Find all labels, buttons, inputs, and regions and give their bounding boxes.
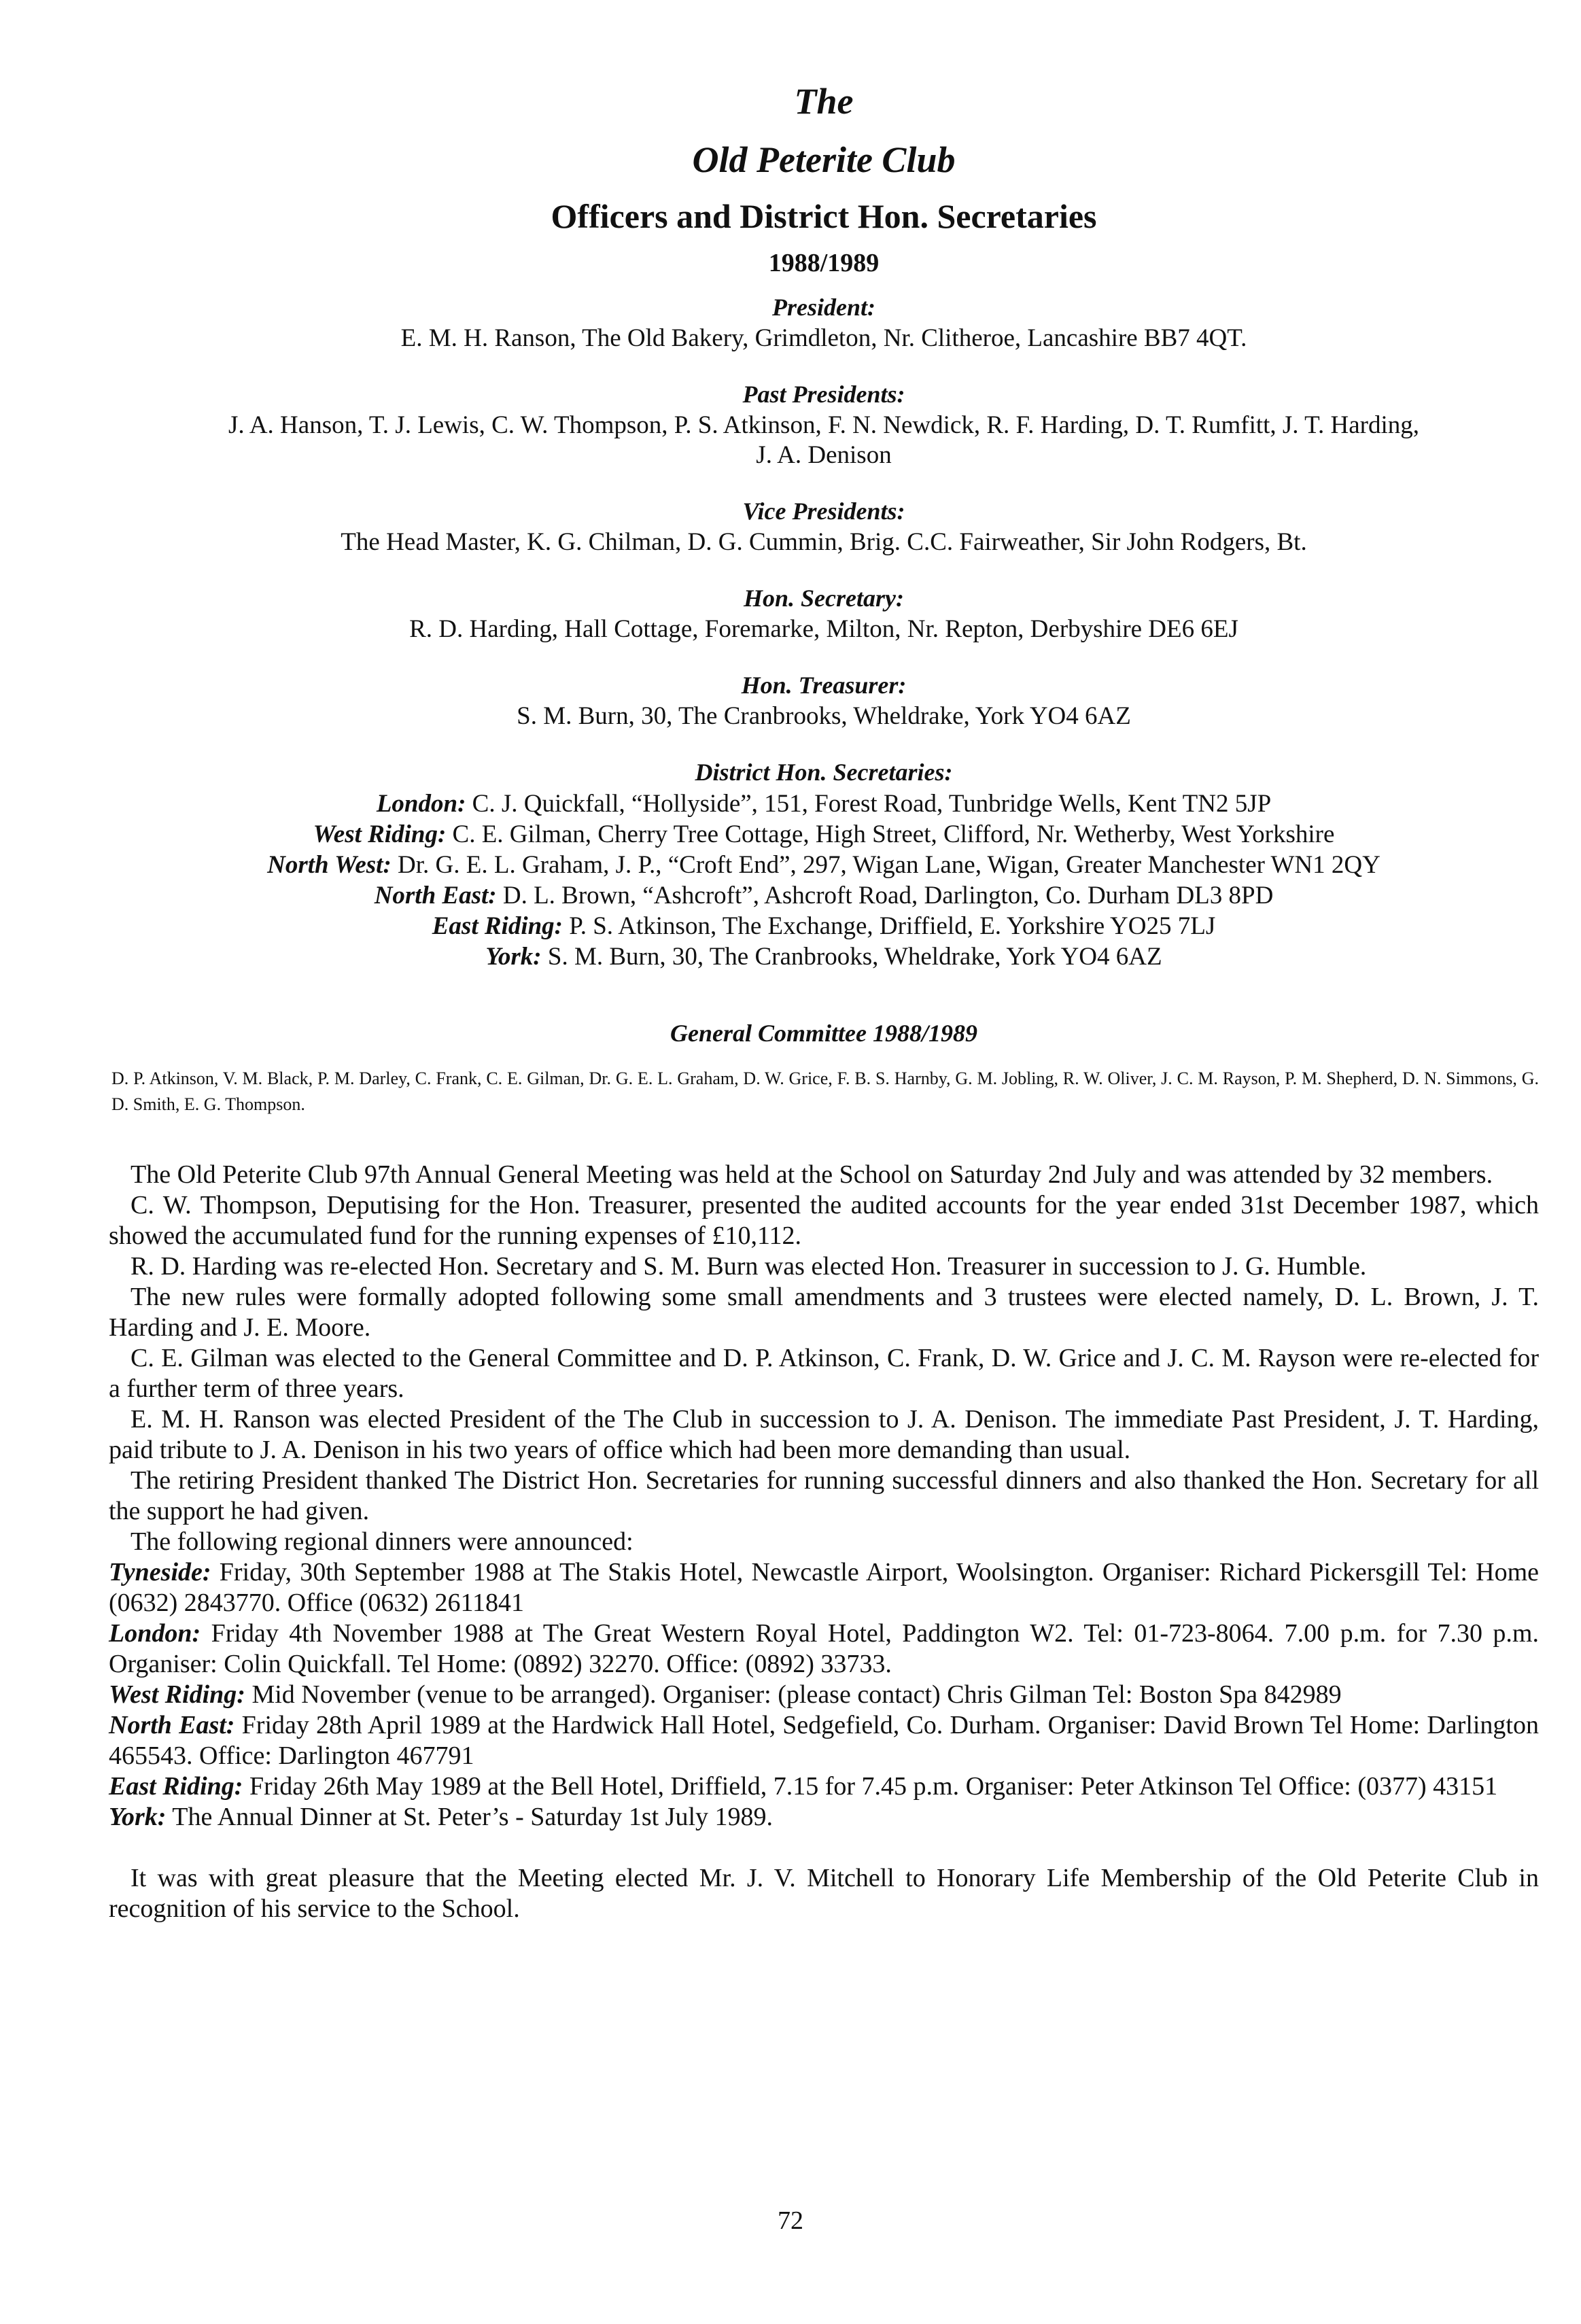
paragraph: R. D. Harding was re-elected Hon. Secretary and S. M. Burn was elected Hon. Treasurer in succession to J. G. Humble. — [131, 1252, 1367, 1281]
title-club-name: Old Peterite Club — [692, 139, 956, 180]
paragraph: The retiring President thanked The District Hon. Secretaries for running successful dinners and also thanked the Hon. Secretary for all the support he had given. — [109, 1466, 1539, 1525]
hon-secretary-text: R. D. Harding, Hall Cottage, Foremarke, Milton, Nr. Repton, Derbyshire DE6 6EJ — [409, 615, 1238, 643]
dinner-york — [109, 1802, 1539, 1833]
subtitle-years: 1988/1989 — [768, 249, 880, 277]
officers-section — [109, 292, 1539, 1048]
past-presidents-line-2: J. A. Denison — [756, 441, 892, 469]
dinner-text: Friday 4th November 1988 at The Great Western Royal Hotel, Paddington W2. Tel: 01-723-8064. 7.00 p.m. for 7.30 p.m. Organiser: Colin Quickfall. Tel Home: (0892) 32270. Office: (0892) 33733. — [109, 1619, 1539, 1678]
paragraph: C. W. Thompson, Deputising for the Hon. Treasurer, presented the audited accounts for the year ended 31st December 1987, which showed the accumulated fund for the running expenses of £10,112. — [109, 1191, 1539, 1250]
vice-presidents-heading: Vice Presidents: — [742, 498, 905, 525]
paragraph: The following regional dinners were announced: — [131, 1527, 633, 1556]
district-text: D. L. Brown, “Ashcroft”, Ashcroft Road, Darlington, Co. Durham DL3 8PD — [496, 882, 1274, 909]
title-the: The — [794, 81, 854, 122]
district-item-north-east — [109, 880, 1539, 911]
dinner-label: London: — [109, 1619, 201, 1648]
dinner-label: West Riding: — [109, 1680, 245, 1709]
paragraph: The Old Peterite Club 97th Annual General Meeting was held at the School on Saturday 2nd July and was attended by 32 members. — [131, 1160, 1493, 1189]
district-text: S. M. Burn, 30, The Cranbrooks, Wheldrake, York YO4 6AZ — [541, 943, 1162, 971]
dinner-east-riding — [109, 1771, 1539, 1802]
district-secretaries-heading: District Hon. Secretaries: — [695, 759, 953, 786]
dinner-label: North East: — [109, 1711, 235, 1739]
vice-presidents-text: The Head Master, K. G. Chilman, D. G. Cummin, Brig. C.C. Fairweather, Sir John Rodgers, Bt. — [341, 528, 1307, 556]
title-block — [109, 80, 1539, 279]
dinner-text: The Annual Dinner at St. Peter’s - Saturday 1st July 1989. — [166, 1803, 774, 1831]
district-item-east-riding — [109, 911, 1539, 941]
district-label: West Riding: — [313, 820, 447, 848]
district-secretaries-list — [109, 788, 1539, 972]
page-number: 72 — [778, 2206, 803, 2235]
district-item-york — [109, 941, 1539, 972]
closing-paragraph: It was with great pleasure that the Meeting elected Mr. J. V. Mitchell to Honorary Life Membership of the Old Peterite Club in recognition of his service to the School. — [109, 1864, 1539, 1923]
district-label: York: — [485, 943, 542, 971]
past-presidents-heading: Past Presidents: — [742, 381, 905, 408]
hon-treasurer-heading: Hon. Treasurer: — [741, 672, 907, 699]
dinner-text: Friday, 30th September 1988 at The Stakis Hotel, Newcastle Airport, Woolsington. Organiser: Richard Pickersgill Tel: Home (0632) 2843770. Office (0632) 2611841 — [109, 1558, 1539, 1617]
district-label: East Riding: — [432, 912, 563, 940]
dinner-west-riding — [109, 1680, 1539, 1710]
dinner-text: Mid November (venue to be arranged). Organiser: (please contact) Chris Gilman Tel: Boston Spa 842989 — [245, 1680, 1342, 1709]
dinner-label: York: — [109, 1803, 167, 1831]
past-presidents-line-1: J. A. Hanson, T. J. Lewis, C. W. Thompson, P. S. Atkinson, F. N. Newdick, R. F. Harding, D. T. Rumfitt, J. T. Harding, — [228, 411, 1419, 439]
dinner-tyneside — [109, 1557, 1539, 1618]
hon-secretary-heading: Hon. Secretary: — [744, 585, 904, 612]
district-item-london — [109, 788, 1539, 819]
dinner-text: Friday 26th May 1989 at the Bell Hotel, Driffield, 7.15 for 7.45 p.m. Organiser: Peter Atkinson Tel Office: (0377) 43151 — [243, 1772, 1498, 1801]
dinner-north-east — [109, 1710, 1539, 1771]
district-label: London: — [376, 790, 466, 818]
general-committee-list: D. P. Atkinson, V. M. Black, P. M. Darley, C. Frank, C. E. Gilman, Dr. G. E. L. Graham, D. W. Grice, F. B. S. Harnby, G. M. Jobling, R. W. Oliver, J. C. M. Rayson, P. M. Shepherd, D. N. Simmons, G. D. Smith, E. G. Thompson. — [111, 1069, 1539, 1114]
district-item-north-west — [109, 850, 1539, 880]
general-committee-heading: General Committee 1988/1989 — [670, 1020, 977, 1047]
paragraph: E. M. H. Ranson was elected President of the The Club in succession to J. A. Denison. The immediate Past President, J. T. Harding, paid tribute to J. A. Denison in his two years of office which had been more demanding than usual. — [109, 1405, 1539, 1464]
paragraph: The new rules were formally adopted following some small amendments and 3 trustees were elected namely, D. L. Brown, J. T. Harding and J. E. Moore. — [109, 1283, 1539, 1342]
dinner-label: East Riding: — [109, 1772, 243, 1801]
president-text: E. M. H. Ranson, The Old Bakery, Grimdleton, Nr. Clitheroe, Lancashire BB7 4QT. — [400, 324, 1247, 352]
district-label: North East: — [374, 882, 497, 909]
district-text: Dr. G. E. L. Graham, J. P., “Croft End”, 297, Wigan Lane, Wigan, Greater Manchester WN1 2QY — [391, 851, 1380, 879]
hon-treasurer-text: S. M. Burn, 30, The Cranbrooks, Wheldrake, York YO4 6AZ — [517, 702, 1131, 730]
dinner-text: Friday 28th April 1989 at the Hardwick Hall Hotel, Sedgefield, Co. Durham. Organiser: David Brown Tel Home: Darlington 465543. Office: Darlington 467791 — [109, 1711, 1539, 1770]
president-heading: President: — [772, 294, 875, 321]
dinner-label: Tyneside: — [109, 1558, 211, 1586]
district-item-west-riding — [109, 819, 1539, 850]
district-text: C. J. Quickfall, “Hollyside”, 151, Forest Road, Tunbridge Wells, Kent TN2 5JP — [466, 790, 1272, 818]
dinner-london — [109, 1618, 1539, 1680]
district-label: North West: — [267, 851, 392, 879]
subtitle: Officers and District Hon. Secretaries — [551, 197, 1097, 235]
meeting-report — [109, 1160, 1539, 1924]
district-text: P. S. Atkinson, The Exchange, Driffield, E. Yorkshire YO25 7LJ — [563, 912, 1216, 940]
district-text: C. E. Gilman, Cherry Tree Cottage, High Street, Clifford, Nr. Wetherby, West Yorkshire — [446, 820, 1335, 848]
paragraph: C. E. Gilman was elected to the General Committee and D. P. Atkinson, C. Frank, D. W. Grice and J. C. M. Rayson were re-elected for a further term of three years. — [109, 1344, 1539, 1403]
